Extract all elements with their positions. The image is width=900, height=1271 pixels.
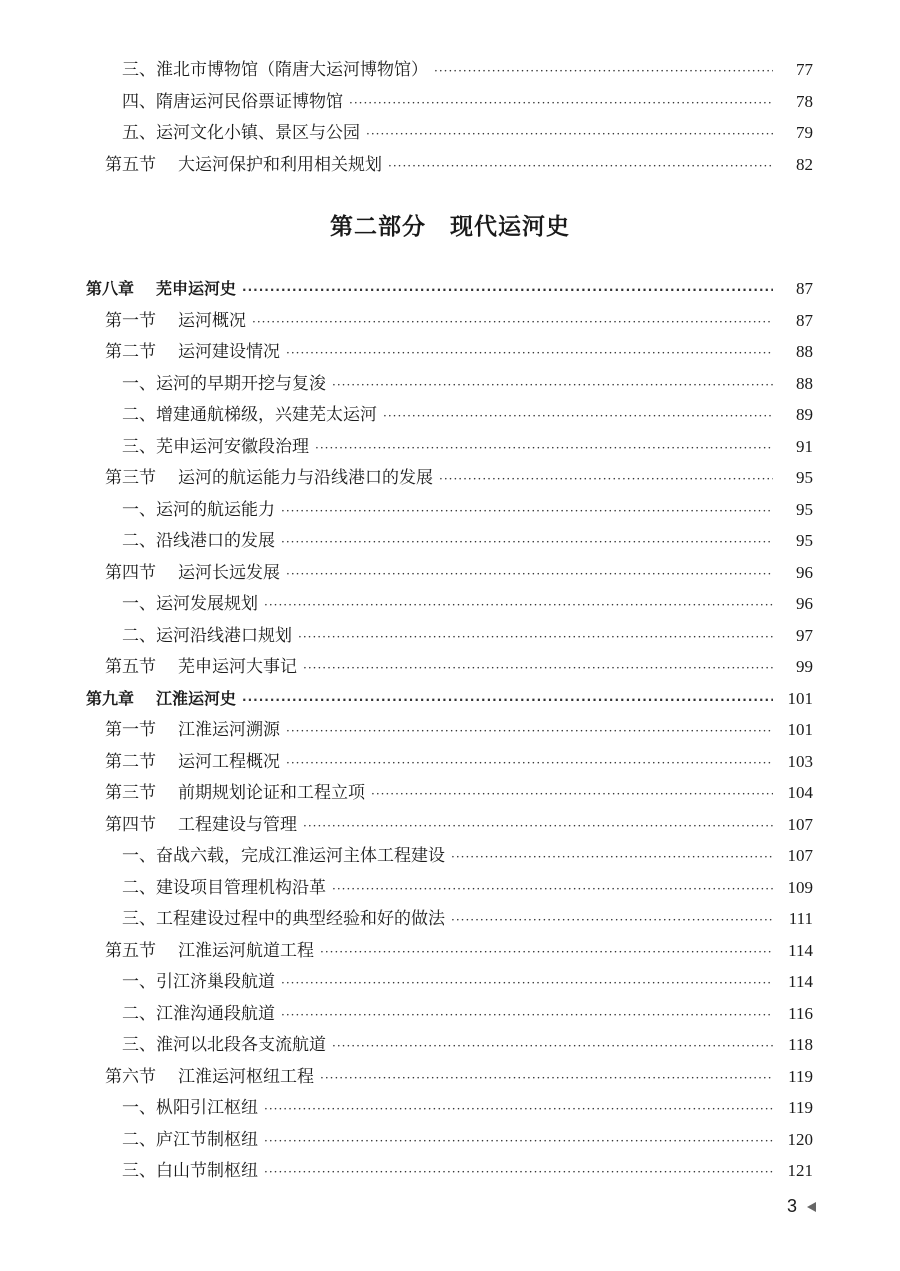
toc-entry-label: 第二节 bbox=[105, 751, 156, 772]
toc-entry-text bbox=[122, 527, 275, 555]
toc-entry-text bbox=[105, 307, 246, 335]
dot-leader bbox=[281, 528, 773, 556]
dot-leader bbox=[320, 1064, 773, 1092]
toc-entry-page: 88 bbox=[796, 373, 813, 393]
toc-entry[interactable] bbox=[0, 590, 900, 618]
toc-entry-title: 一、运河发展规划 bbox=[122, 594, 258, 614]
toc-entry[interactable] bbox=[0, 559, 900, 587]
toc-entry-text bbox=[86, 275, 236, 303]
toc-entry[interactable] bbox=[0, 1031, 900, 1059]
toc-entry-text bbox=[122, 1031, 326, 1059]
toc-entry[interactable] bbox=[0, 370, 900, 398]
dot-leader bbox=[383, 402, 773, 430]
toc-entry-title: 运河的航运能力与沿线港口的发展 bbox=[178, 468, 433, 488]
toc-entry[interactable] bbox=[0, 748, 900, 776]
dot-leader bbox=[332, 371, 773, 399]
dot-leader bbox=[303, 812, 773, 840]
toc-entry-text bbox=[105, 779, 365, 807]
dot-leader bbox=[286, 717, 773, 745]
dot-leader bbox=[264, 1127, 773, 1155]
toc-entry-title: 五、运河文化小镇、景区与公园 bbox=[122, 123, 360, 143]
toc-entry[interactable] bbox=[0, 622, 900, 650]
toc-entry-title: 大运河保护和利用相关规划 bbox=[178, 154, 382, 175]
toc-entry-page: 99 bbox=[796, 657, 813, 676]
toc-entry-page: 114 bbox=[788, 940, 813, 960]
dot-leader bbox=[371, 780, 773, 808]
toc-entry-page: 120 bbox=[787, 1129, 813, 1149]
part-title: 第二部分 现代运河史 bbox=[330, 214, 570, 240]
toc-entry-text bbox=[122, 119, 360, 147]
toc-entry[interactable] bbox=[0, 685, 900, 713]
dot-leader bbox=[286, 560, 773, 588]
dot-leader bbox=[434, 57, 773, 85]
toc-entry-title: 三、白山节制枢纽 bbox=[122, 1161, 258, 1181]
toc-entry-page: 101 bbox=[787, 720, 813, 739]
toc-entry[interactable] bbox=[0, 338, 900, 366]
toc-entry[interactable] bbox=[0, 937, 900, 965]
toc-entry[interactable] bbox=[0, 779, 900, 807]
toc-entry-page: 121 bbox=[787, 1161, 813, 1180]
toc-entry-title: 工程建设与管理 bbox=[178, 814, 297, 835]
toc-entry-title: 运河工程概况 bbox=[178, 751, 280, 772]
toc-entry-page: 95 bbox=[796, 468, 813, 487]
dot-leader bbox=[388, 152, 773, 180]
dot-leader bbox=[281, 969, 773, 997]
toc-entry[interactable] bbox=[0, 968, 900, 996]
toc-entry-text bbox=[122, 874, 326, 902]
toc-entry-page: 114 bbox=[788, 972, 813, 991]
toc-entry-page: 87 bbox=[796, 279, 813, 298]
dot-leader bbox=[264, 1095, 773, 1123]
toc-entry-title: 一、奋战六载，完成江淮运河主体工程建设 bbox=[122, 846, 445, 866]
dot-leader bbox=[264, 1158, 773, 1186]
toc-entry-title: 三、淮北市博物馆（隋唐大运河博物馆） bbox=[122, 60, 428, 80]
toc-entry-text bbox=[105, 716, 280, 744]
toc-entry-label: 第三节 bbox=[105, 468, 156, 488]
toc-entry-label: 第五节 bbox=[105, 154, 156, 175]
toc-entry-title: 二、建设项目管理机构沿革 bbox=[122, 877, 326, 898]
toc-entry[interactable] bbox=[0, 433, 900, 461]
toc-entry[interactable] bbox=[0, 119, 900, 147]
toc-entry-page: 91 bbox=[796, 436, 813, 456]
toc-entry[interactable] bbox=[0, 1094, 900, 1122]
toc-entry-page: 107 bbox=[787, 814, 813, 834]
toc-entry-page: 96 bbox=[796, 562, 813, 582]
toc-entry-text bbox=[105, 559, 280, 587]
dot-leader bbox=[242, 686, 773, 714]
toc-entry-title: 江淮运河史 bbox=[156, 688, 237, 708]
toc-entry-label: 第九章 bbox=[86, 688, 135, 708]
toc-entry-text bbox=[122, 401, 377, 429]
toc-entry-text bbox=[122, 1126, 258, 1154]
toc-entry-title: 三、工程建设过程中的典型经验和好的做法 bbox=[122, 909, 445, 929]
toc-entry-text bbox=[105, 653, 297, 681]
toc-entry-text bbox=[105, 748, 280, 776]
toc-entry-page: 107 bbox=[787, 846, 813, 865]
toc-entry[interactable] bbox=[0, 1063, 900, 1091]
toc-entry-page: 111 bbox=[788, 909, 813, 928]
toc-entry-text bbox=[122, 1000, 275, 1028]
toc-entry-label: 第四节 bbox=[105, 814, 156, 835]
toc-entry-page: 88 bbox=[796, 342, 813, 361]
toc-entry-text bbox=[105, 338, 280, 366]
toc-entry-title: 芜申运河史 bbox=[156, 279, 237, 298]
toc-entry-text bbox=[122, 842, 445, 870]
toc-entry-label: 第五节 bbox=[105, 940, 156, 961]
toc-entry-title: 运河建设情况 bbox=[178, 342, 280, 362]
toc-entry[interactable] bbox=[0, 496, 900, 524]
toc-entry[interactable] bbox=[0, 151, 900, 179]
toc-entry[interactable] bbox=[0, 874, 900, 902]
toc-entry[interactable] bbox=[0, 716, 900, 744]
toc-entry[interactable] bbox=[0, 811, 900, 839]
toc-entry-text bbox=[105, 1063, 314, 1091]
toc-entry-label: 第二节 bbox=[105, 342, 156, 362]
dot-leader bbox=[315, 434, 773, 462]
toc-entry-label: 第三节 bbox=[105, 783, 156, 803]
toc-entry-label: 第四节 bbox=[105, 562, 156, 583]
toc-entry-text bbox=[105, 937, 314, 965]
toc-entry-text bbox=[105, 811, 297, 839]
toc-entry-text bbox=[122, 905, 445, 933]
dot-leader bbox=[281, 1001, 773, 1029]
toc-entry-title: 二、庐江节制枢纽 bbox=[122, 1129, 258, 1150]
toc-entry-page: 116 bbox=[788, 1003, 813, 1023]
toc-entry-title: 二、运河沿线港口规划 bbox=[122, 625, 292, 646]
toc-entry[interactable] bbox=[0, 905, 900, 933]
toc-entry-page: 101 bbox=[787, 688, 813, 708]
toc-entry-page: 82 bbox=[796, 154, 813, 174]
dot-leader bbox=[349, 89, 773, 117]
toc-entry[interactable] bbox=[0, 401, 900, 429]
dot-leader bbox=[332, 875, 773, 903]
toc-entry[interactable] bbox=[0, 527, 900, 555]
toc-entry-title: 一、枞阳引江枢纽 bbox=[122, 1098, 258, 1118]
triangle-left-icon bbox=[807, 1202, 816, 1212]
toc-entry[interactable] bbox=[0, 1157, 900, 1185]
toc-entry-page: 109 bbox=[787, 877, 813, 897]
toc-entry-title: 芜申运河大事记 bbox=[178, 657, 297, 677]
dot-leader bbox=[320, 938, 773, 966]
page-number: 3 bbox=[786, 1196, 797, 1216]
toc-entry-text bbox=[122, 622, 292, 650]
toc-entry-label: 第八章 bbox=[86, 279, 135, 298]
toc-entry[interactable] bbox=[0, 88, 900, 116]
toc-entry-page: 96 bbox=[796, 594, 813, 613]
toc-entry-page: 119 bbox=[788, 1098, 813, 1117]
toc-entry-page: 78 bbox=[796, 91, 813, 111]
toc-entry-title: 一、引江济巢段航道 bbox=[122, 972, 275, 992]
dot-leader bbox=[264, 591, 773, 619]
toc-entry-page: 95 bbox=[796, 499, 813, 519]
toc-entry-page: 118 bbox=[788, 1035, 813, 1054]
toc-entry-label: 第六节 bbox=[105, 1066, 156, 1087]
toc-entry-page: 103 bbox=[787, 751, 813, 771]
toc-entry-title: 四、隋唐运河民俗票证博物馆 bbox=[122, 91, 343, 112]
toc-entry-title: 前期规划论证和工程立项 bbox=[178, 783, 365, 803]
toc-entry-title: 江淮运河溯源 bbox=[178, 720, 280, 740]
dot-leader bbox=[366, 120, 773, 148]
dot-leader bbox=[286, 339, 773, 367]
toc-entry-title: 运河概况 bbox=[178, 310, 246, 331]
toc-entry[interactable] bbox=[0, 653, 900, 681]
dot-leader bbox=[451, 843, 773, 871]
page-footer bbox=[787, 1196, 816, 1217]
toc-entry-title: 三、芜申运河安徽段治理 bbox=[122, 436, 309, 457]
dot-leader bbox=[332, 1032, 773, 1060]
toc-entry-text bbox=[122, 1157, 258, 1185]
toc-entry-page: 89 bbox=[796, 405, 813, 424]
toc-entry-title: 一、运河的早期开挖与复浚 bbox=[122, 373, 326, 394]
dot-leader bbox=[439, 465, 773, 493]
toc-entry-title: 运河长远发展 bbox=[178, 562, 280, 583]
toc-entry-page: 104 bbox=[787, 783, 813, 802]
toc-entry-text bbox=[122, 590, 258, 618]
toc-entry-page: 95 bbox=[796, 531, 813, 550]
toc-entry-page: 119 bbox=[788, 1066, 813, 1086]
toc-entry[interactable] bbox=[0, 1000, 900, 1028]
dot-leader bbox=[298, 623, 773, 651]
dot-leader bbox=[303, 654, 773, 682]
toc-entry-text bbox=[105, 464, 433, 492]
toc-entry-text bbox=[122, 968, 275, 996]
toc-entry[interactable] bbox=[0, 842, 900, 870]
toc-entry-title: 一、运河的航运能力 bbox=[122, 499, 275, 520]
toc-entry[interactable] bbox=[0, 307, 900, 335]
dot-leader bbox=[242, 276, 773, 304]
toc-entry-label: 第一节 bbox=[105, 720, 156, 740]
toc-entry-title: 江淮运河航道工程 bbox=[178, 940, 314, 961]
toc-entry-text bbox=[122, 88, 343, 116]
toc-entry-page: 87 bbox=[796, 310, 813, 330]
toc-entry[interactable] bbox=[0, 1126, 900, 1154]
dot-leader bbox=[451, 906, 773, 934]
dot-leader bbox=[281, 497, 773, 525]
toc-entry-page: 79 bbox=[796, 123, 813, 142]
toc-entry-text bbox=[122, 1094, 258, 1122]
toc-entry-title: 江淮运河枢纽工程 bbox=[178, 1066, 314, 1087]
toc-entry-title: 二、沿线港口的发展 bbox=[122, 531, 275, 551]
toc-entry-text bbox=[122, 56, 428, 84]
toc-entry[interactable] bbox=[0, 56, 900, 84]
toc-entry-text bbox=[122, 496, 275, 524]
toc-entry[interactable] bbox=[0, 275, 900, 303]
toc-entry-label: 第一节 bbox=[105, 310, 156, 331]
toc-entry-text bbox=[122, 370, 326, 398]
dot-leader bbox=[286, 749, 773, 777]
toc-entry-text bbox=[105, 151, 382, 179]
toc-entry-page: 77 bbox=[796, 60, 813, 79]
toc-entry-title: 二、江淮沟通段航道 bbox=[122, 1003, 275, 1024]
toc-entry-page: 97 bbox=[796, 625, 813, 645]
toc-entry[interactable] bbox=[0, 464, 900, 492]
toc-entry-text bbox=[86, 685, 236, 713]
dot-leader bbox=[252, 308, 773, 336]
toc-entry-label: 第五节 bbox=[105, 657, 156, 677]
toc-entry-title: 三、淮河以北段各支流航道 bbox=[122, 1035, 326, 1055]
toc-entry-text bbox=[122, 433, 309, 461]
toc-entry-title: 二、增建通航梯级，兴建芜太运河 bbox=[122, 405, 377, 425]
